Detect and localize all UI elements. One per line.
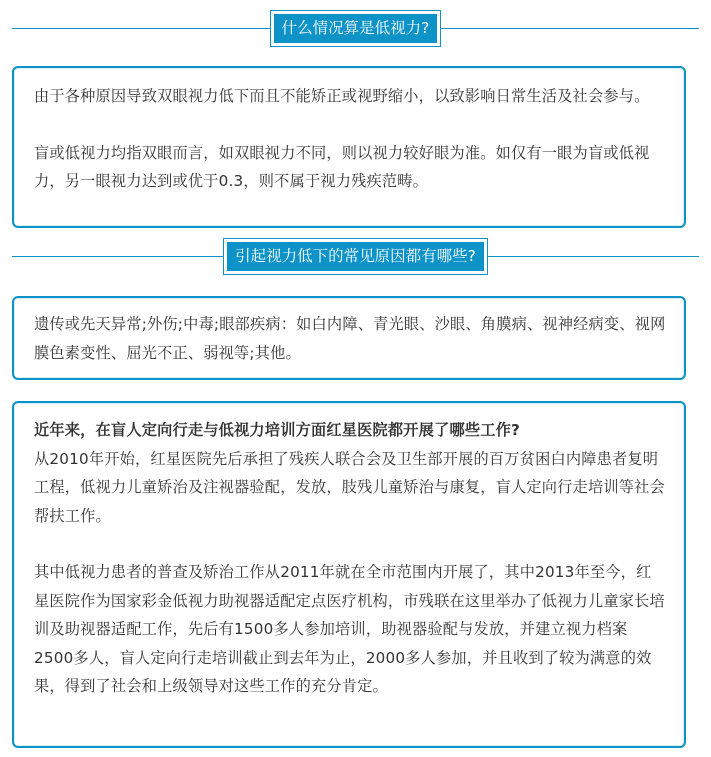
section1-paragraph-2: 盲或低视力均指双眼而言，如双眼视力不同，则以视力较好眼为准。如仅有一眼为盲或低视力，另一眼视力达到或优于0.3，则不属于视力残疾范畴。 bbox=[34, 143, 650, 190]
section2-heading-wrap bbox=[0, 238, 711, 274]
section2-heading-text: 引起视力低下的常见原因都有哪些? bbox=[227, 242, 484, 271]
section3-paragraph-1: 从2010年开始，红星医院先后承担了残疾人联合会及卫生部开展的百万贫困白内障患者复明工程，低视力儿童矫治及注视器验配，发放，肢残儿童矫治与康复，盲人定向行走培训等社会帮扶工作。 bbox=[34, 449, 665, 525]
section1-card-content bbox=[14, 68, 684, 206]
section2-card bbox=[12, 296, 686, 380]
section3-card bbox=[12, 401, 686, 748]
section1-heading-wrap bbox=[0, 10, 711, 46]
section3-gap bbox=[34, 530, 666, 558]
section1-gap bbox=[34, 111, 666, 139]
section1-paragraph-1: 由于各种原因导致双眼视力低下而且不能矫正或视野缩小，以致影响日常生活及社会参与。 bbox=[34, 87, 650, 105]
section1-heading-text: 什么情况算是低视力? bbox=[274, 14, 438, 43]
section1-heading bbox=[270, 10, 442, 47]
section2-heading bbox=[223, 238, 488, 275]
section3-card-content bbox=[14, 403, 684, 711]
section1-card bbox=[12, 66, 686, 228]
section3-paragraph-2: 其中低视力患者的普查及矫治工作从2011年就在全市范围内开展了，其中2013年至今，红星医院作为国家彩金低视力助视器适配定点医疗机构，市残联在这里举办了低视力儿童家长培训及助视器适配工作，先后有1500多人参加培训，助视器验配与发放，并建立视力档案2500多人，盲人定向行走培训截止到去年为止，2000多人参加，并且收到了较为满意的效果，得到了社会和上级领导对这些工作的充分肯定。 bbox=[34, 563, 665, 695]
section3-question: 近年来，在盲人定向行走与低视力培训方面红星医院都开展了哪些工作? bbox=[34, 421, 521, 439]
section2-paragraph: 遗传或先天异常;外伤;中毒;眼部疾病：如白内障、青光眼、沙眼、角膜病、视神经病变、视网膜色素变性、屈光不正、弱视等;其他。 bbox=[34, 315, 666, 362]
section2-card-content bbox=[14, 298, 684, 377]
